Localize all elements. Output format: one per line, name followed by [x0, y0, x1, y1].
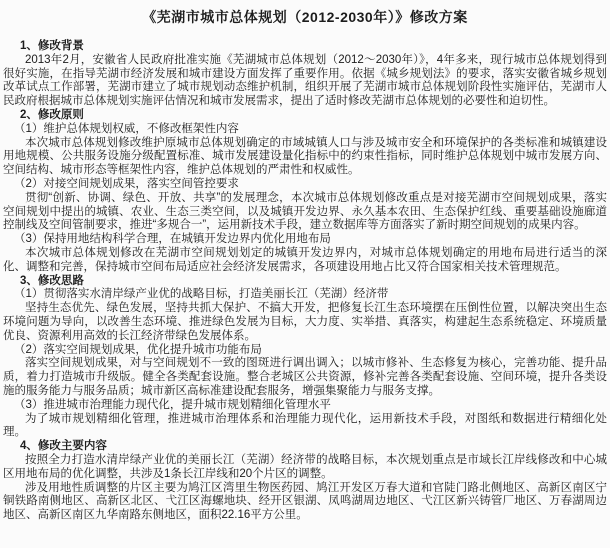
section-heading-1: 1、修改背景 [20, 40, 84, 52]
document-title: 《芜湖市城市总体规划（2012-2030年）》修改方案 [142, 9, 468, 25]
paragraph-idea-3: 为了城市规划精细化管理，推进城市治理体系和治理能力现代化，运用新技术手段，对图纸和数据进行精细化处理。 [3, 412, 607, 439]
subsection-heading-2-2: （2）对接空间规划成果，落实空间管控要求 [14, 177, 239, 190]
section-heading-2: 2、修改原则 [20, 108, 84, 121]
subsection-heading-2-3: （3）保持用地结构科学合理，在城镇开发边界内优化用地布局 [14, 233, 331, 246]
paragraph-main-content-2: 涉及用地性质调整的片区主要为鸠江区湾里生物医药园、鸠江开发区万春大道和官陡门路北侧地区、高新区南区宁铜铁路南侧地区、高新区北区、弋江区海螺地块、经开区银湖、凤鸣湖周边地区、弋江区新兴铸管厂地区、万春湖周边地区、高新区南区九华南路东侧地区，面积22.16平方公里。 [3, 481, 607, 522]
subsection-heading-2-1: （1）维护总体规划权威，不修改框架性内容 [14, 122, 239, 135]
subsection-heading-3-2: （2）落实空间规划成果，优化提升城市功能布局 [14, 343, 262, 356]
paragraph-idea-2: 落实空间规划成果，对与空间规划不一致的图斑进行调出调入；以城市修补、生态修复为核心，完善功能、提升品质，着力打造城市升级版。健全各类配套设施。整合老城区公共资源，修补完善各类配套设施、空间环境，提升各类设施的服务能力与服务品质；城市新区高标准建设配套服务，增强集聚能力与服务支撑。 [3, 357, 607, 397]
paragraph-principle-3: 本次城市总体规划修改在芜湖市空间规划划定的城镇开发边界内，对城市总体规划确定的用地布局进行适当的深化、调整和完善，保持城市空间布局适应社会经济发展需求，各项建设用地占比又符合国家相关技术管理规范。 [3, 246, 607, 273]
paragraph-idea-1: 坚持生态优先、绿色发展，坚持共抓大保护、不搞大开发，把修复长江生态环境摆在压倒性位置，以解决突出生态环境问题为导向，以改善生态环境、推进绿色发展为目标，大力度、实举措、真落实，构建起生态系统稳定、环境质量优良、资源利用高效的长江经济带绿色发展体系。 [3, 302, 607, 342]
paragraph-main-content-1: 按照全力打造水清岸绿产业优的美丽长江（芜湖）经济带的战略目标，本次规划重点是市域长江岸线修改和中心城区用地布局的优化调整，共涉及1条长江岸线和20个片区的调整。 [3, 453, 607, 480]
paragraph-principle-1: 本次城市总体规划修改维护原城市总体规划确定的市域城镇人口与涉及城市安全和环境保护的各类标准和城镇建设用地规模、公共服务设施分级配置标准、城市发展建设量化指标中的约束性指标，同时维护总体规划中城市发展方向、空间结构、城市形态等框架性内容，维护总体规划的严肃性和权威性。 [3, 136, 607, 177]
paragraph-principle-2: 贯彻“创新、协调、绿色、开放、共享”的发展理念，本次城市总体规划修改重点是对接芜湖市空间规划成果，落实空间规划中提出的城镇、农业、生态三类空间，以及城镇开发边界、永久基本农田、生态保护红线、重要基础设施廊道控制线及空间管制要求，推进“多规合一”，运用新技术手段，建立数据库等方面落实了新时期空间规划的成果内容。 [3, 191, 607, 232]
section-heading-4: 4、修改主要内容 [20, 440, 107, 453]
paragraph-background: 2013年2月，安徽省人民政府批准实施《芜湖城市总体规划（2012～2030年）》，4年多来，现行城市总体规划得到很好实施，在指导芜湖市经济发展和城市建设方面发挥了重要作用。依据《城乡规划法》的要求，落实安徽省城乡规划改革试点工作部署，芜湖市建立了城市规划动态维护机制，组织开展了芜湖市城市总体规划阶段性实施评估，芜湖市人民政府根据城市总体规划实施评估情况和城市发展需求，提出了适时修改芜湖市总体规划的必要性和迫切性。 [3, 53, 607, 108]
subsection-heading-3-1: （1）贯彻落实水清岸绿产业优的战略目标，打造美丽长江（芜湖）经济带 [14, 288, 389, 301]
subsection-heading-3-3: （3）推进城市治理能力现代化，提升城市规划精细化管理水平 [14, 398, 331, 411]
section-heading-3: 3、修改思路 [20, 274, 84, 287]
